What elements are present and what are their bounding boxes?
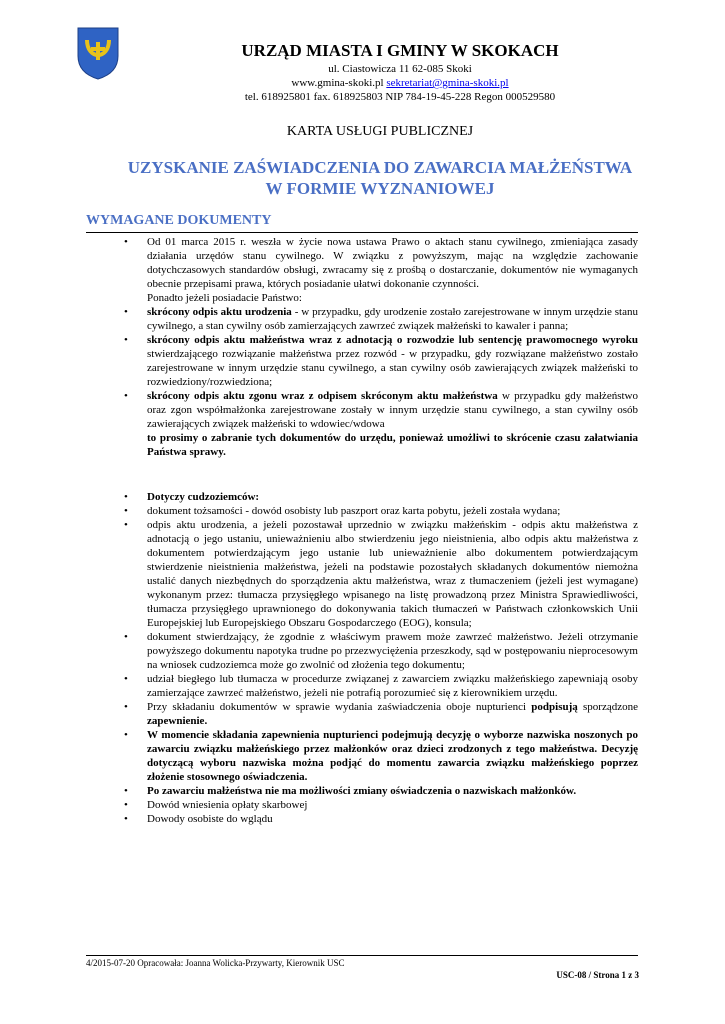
section-heading: WYMAGANE DOKUMENTY (86, 213, 272, 228)
list-item: • Od 01 marca 2015 r. weszła w życie nowa ustawa Prawo o aktach stanu cywilnego, zmieniająca zasady działania urzędów stanu cywilnego. W związku z powyższym, mając na względzie zachowanie dotychczasowych standardów obsługi, zwracamy się z prośbą o dostarczanie, dokumentów nie wymaganych obecnie przepisami prawa, których posiadanie ułatwi dokonanie czynności. (86, 235, 638, 291)
foreigners-list (86, 490, 638, 826)
heading-divider (86, 232, 638, 233)
coat-of-arms-logo (76, 26, 120, 80)
list-item: • dokument stwierdzający, że zgodnie z właściwym prawem może zawrzeć małżeństwo. Jeżeli otrzymanie powyższego dokumentu napotyka trudne po przezwyciężenia przeszkody, sąd w postępowaniu nieprocesowym na wniosek cudzoziemca może go zwolnić od złożenia tego dokumentu; (86, 630, 638, 672)
service-title (90, 157, 670, 199)
list-item: • Po zawarciu małżeństwa nie ma możliwości zmiany oświadczenia o nazwiskach małżonków. (86, 784, 638, 798)
list-item: • udział biegłego lub tłumacza w procedurze związanej z zawarciem związku małżeńskiego zapewniają osoby zamierzające zawrzeć małżeństwo, jeżeli nie potrafią porozumieć się z kierownikiem urzędu. (86, 672, 638, 700)
possess-intro: Ponadto jeżeli posiadacie Państwo: (147, 292, 302, 304)
list-item: • Przy składaniu dokumentów w sprawie wydania zaświadczenia oboje nupturienci podpisują sporządzone zapewnienie. (86, 700, 638, 728)
list-item: • Dowód wniesienia opłaty skarbowej (86, 798, 638, 812)
list-item: • odpis aktu urodzenia, a jeżeli pozostawał uprzednio w związku małżeńskim - odpis aktu małżeństwa z adnotacją o jego ustaniu, unieważnieniu albo stwierdzeniu jego nieistnienia, albo odpis aktu małżeństwa z dokumentem potwierdzającym jego ustanie lub unieważnienie albo dokumentem potwierdzającym stwierdzenie nieistnienia małżeństwa, jeżeli na podstawie pozostałych składanych dokumentów niemożna ustalić danych niezbędnych do sporządzenia aktu małżeństwa, wraz z tłumaczeniem (jeżeli jest wymagane) wykonanym przez: tłumacza przysięgłego wpisanego na listę prowadzoną przez Ministra Sprawiedliwości, tłumacza przysięgłego uprawnionego do dokonywania takich tłumaczeń w Państwach członkowskich Unii Europejskiej lub Europejskiego Obszaru Gospodarczego (EOG), konsula; (86, 518, 638, 630)
list-item: • Dotyczy cudzoziemców: (86, 490, 638, 504)
document-body (86, 235, 638, 826)
list-item: • W momencie składania zapewnienia nupturienci podejmują decyzję o wyborze nazwiska noszonych po zawarciu związku małżeńskiego przez małżonków oraz dzieci zrodzonych z tego małżeństwa. Decyzję dotyczącą wyboru nazwiska można podjąć do momentu zawarcia związku małżeńskiego poprzez złożenie stosownego oświadczenia. (86, 728, 638, 784)
docs-note: to prosimy o zabranie tych dokumentów do urzędu, ponieważ umożliwi to skrócenie czasu załatwiania Państwa sprawy. (147, 432, 638, 458)
list-item: • Dowody osobiste do wglądu (86, 812, 638, 826)
footer-divider (86, 955, 638, 956)
page-number: USC-08 / Strona 1 z 3 (556, 970, 639, 980)
org-web-email (140, 76, 660, 90)
org-name: URZĄD MIASTA I GMINY W SKOKACH (241, 41, 559, 60)
org-contact: tel. 618925801 fax. 618925803 NIP 784-19-45-228 Regon 000529580 (244, 91, 556, 103)
footer-author: 4/2015-07-20 Opracowała: Joanna Wolicka-Przywarty, Kierownik USC (86, 958, 345, 968)
website-link[interactable]: www.gmina-skoki.pl (291, 77, 384, 89)
docs-list (86, 305, 638, 431)
card-type: KARTA USŁUGI PUBLICZNEJ (286, 124, 474, 139)
required-docs-list (86, 235, 638, 291)
letterhead (140, 40, 660, 104)
org-address: ul. Ciastowicza 11 62-085 Skoki (328, 63, 472, 75)
list-item: • skrócony odpis aktu zgonu wraz z odpisem skróconym aktu małżeństwa w przypadku gdy małżeństwo oraz zgon współmałżonka zarejestrowane zostały w innym urzędzie stanu cywilnego, a stan cywilny osób zawierających związek małżeński to wdowiec/wdowa (86, 389, 638, 431)
list-item: • skrócony odpis aktu urodzenia - w przypadku, gdy urodzenie zostało zarejestrowane w innym urzędzie stanu cywilnego, a stan cywilny osób zamierzających zawrzeć związek małżeński to kawaler i panna; (86, 305, 638, 333)
list-item: • skrócony odpis aktu małżeństwa wraz z adnotacją o rozwodzie lub sentencję prawomocnego wyroku stwierdzającego rozwiązanie małżeństwa przez rozwód - w przypadku, gdy rozwiązane małżeństwo zostało zarejestrowane w innym urzędzie stanu cywilnego, a stan cywilny osób zawierających związek małżeński to rozwiedziony/rozwiedziona; (86, 333, 638, 389)
spacer (86, 459, 638, 490)
service-title-line2: W FORMIE WYZNANIOWEJ (265, 179, 495, 198)
service-title-line1: UZYSKANIE ZAŚWIADCZENIA DO ZAWARCIA MAŁŻEŃSTWA (127, 158, 633, 177)
email-link[interactable]: sekretariat@gmina-skoki.pl (386, 77, 509, 89)
list-item: • dokument tożsamości - dowód osobisty lub paszport oraz karta pobytu, jeżeli została wydana; (86, 504, 638, 518)
